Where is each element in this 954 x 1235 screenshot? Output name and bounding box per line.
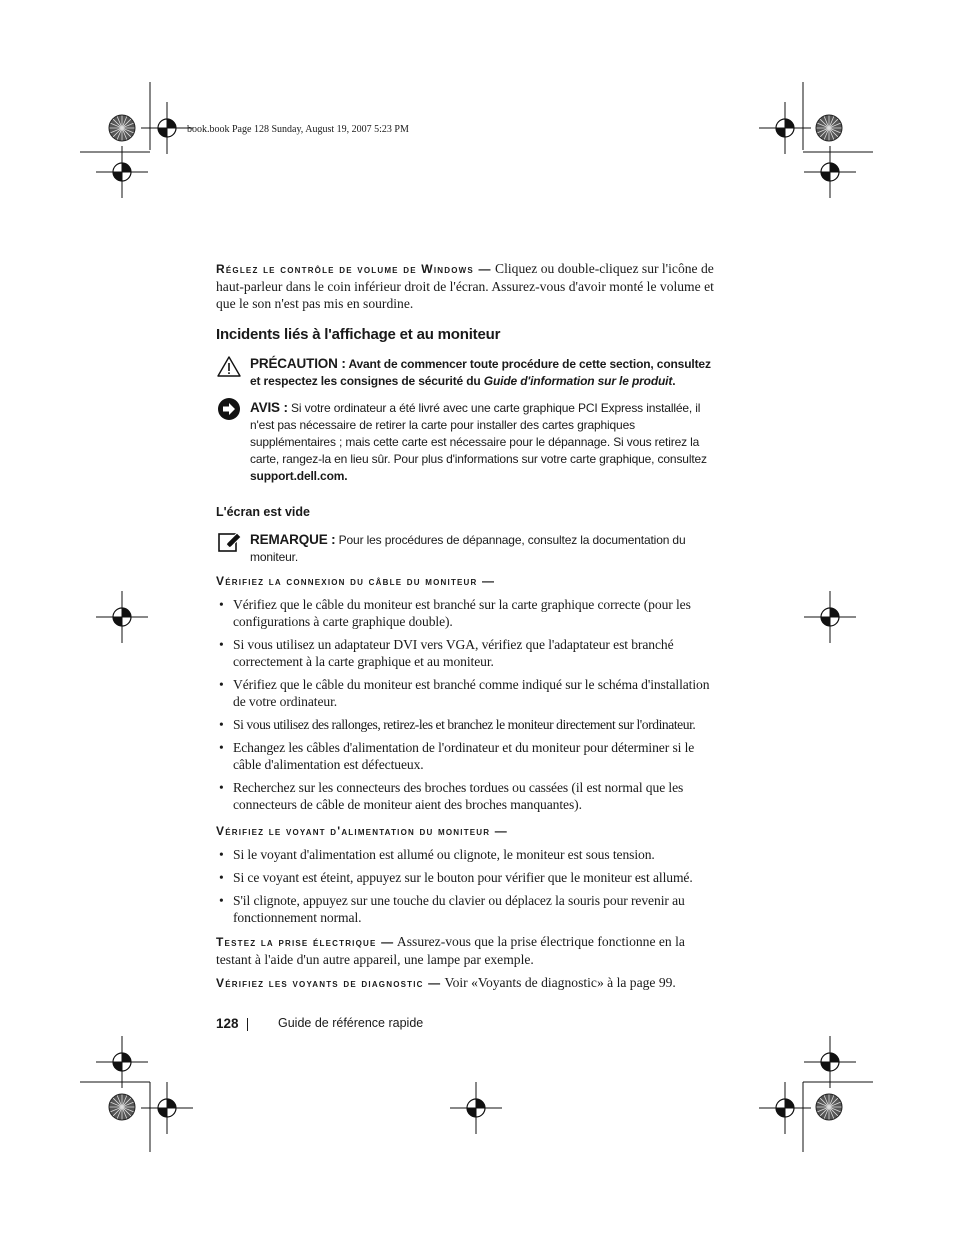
- check-cable-heading: Vérifiez la connexion du câble du moniteur —: [216, 574, 496, 588]
- list-item: • Echangez les câbles d'alimentation de l'ordinateur et du moniteur pour déterminer si le câble d'alimentation est défectueux.: [216, 739, 718, 773]
- note-label: REMARQUE :: [250, 532, 336, 547]
- note-block: [216, 531, 718, 567]
- list-item: • Si vous utilisez des rallonges, retirez-les et branchez le moniteur directement sur l'ordinateur.: [216, 716, 718, 733]
- list-item: • Recherchez sur les connecteurs des broches tordues ou cassées (il est normal que les connecteurs de câble de moniteur aient des broches manquantes).: [216, 779, 718, 813]
- caution-end: .: [672, 374, 676, 388]
- list-item: • Si vous utilisez un adaptateur DVI vers VGA, vérifiez que l'adaptateur est branché correctement à la carte graphique et au moniteur.: [216, 636, 718, 670]
- test-outlet-text: Assurez-vous que la prise électrique fonctionne en la testant à l'aide d'un autre appareil, une lampe par exemple.: [216, 934, 685, 967]
- caution-block: [216, 355, 718, 391]
- notice-label: AVIS :: [250, 400, 288, 415]
- check-diag-lead: Vérifiez les voyants de diagnostic —: [216, 976, 442, 990]
- check-light-heading: Vérifiez le voyant d'alimentation du moniteur —: [216, 824, 508, 838]
- check-light-list: [216, 846, 718, 932]
- check-diag-text: Voir «Voyants de diagnostic» à la page 99.: [441, 975, 676, 990]
- list-item: • Vérifiez que le câble du moniteur est branché comme indiqué sur le schéma d'installation de votre ordinateur.: [216, 676, 718, 710]
- pencil-note-icon: [216, 531, 242, 555]
- subsection-title: L'écran est vide: [216, 505, 310, 519]
- page-number: 128: [216, 1016, 239, 1031]
- list-item: • S'il clignote, appuyez sur une touche du clavier ou déplacez la souris pour revenir au fonctionnement normal.: [216, 892, 718, 926]
- footer-divider: [247, 1018, 248, 1031]
- check-cable-list: [216, 596, 718, 819]
- note-text: [250, 531, 718, 566]
- caution-body: Avant de commencer toute procédure de cette section, consultez et respectez les consignes de sécurité du: [250, 357, 711, 388]
- test-outlet-paragraph: [216, 933, 718, 968]
- test-outlet-lead: Testez la prise électrique —: [216, 935, 395, 949]
- running-head: book.book Page 128 Sunday, August 19, 2007 5:23 PM: [187, 124, 409, 135]
- caution-guide-title: Guide d'information sur le produit: [483, 374, 673, 388]
- caution-text: [250, 355, 718, 390]
- notice-body: Si votre ordinateur a été livré avec une carte graphique PCI Express installée, il n'est pas nécessaire de retirer la carte pour installer des cartes graphiques supplémentaires ; mais cette carte est nécessaire pour le dépannage. Si vous retirez la carte, rangez-la en lieu sûr. Pour plus d'informations sur votre carte graphique, consultez: [250, 401, 707, 466]
- volume-lead: Réglez le contrôle de volume de Windows —: [216, 262, 492, 276]
- note-body: Pour les procédures de dépannage, consultez la documentation du moniteur.: [250, 533, 686, 564]
- support-link[interactable]: support.dell.com.: [250, 469, 348, 483]
- footer-doc-title: Guide de référence rapide: [278, 1016, 424, 1030]
- list-item: • Si ce voyant est éteint, appuyez sur le bouton pour vérifier que le moniteur est allumé.: [216, 869, 718, 886]
- list-item: • Si le voyant d'alimentation est allumé ou clignote, le moniteur est sous tension.: [216, 846, 718, 863]
- caution-label: PRÉCAUTION :: [250, 356, 346, 371]
- notice-block: [216, 399, 718, 487]
- notice-text: [250, 399, 718, 485]
- list-item: • Vérifiez que le câble du moniteur est branché sur la carte graphique correcte (pour les configurations à carte graphique double).: [216, 596, 718, 630]
- notice-arrow-icon: [216, 397, 242, 421]
- warning-triangle-icon: [216, 355, 242, 379]
- volume-text: Cliquez ou double-cliquez sur l'icône de haut-parleur dans le coin inférieur droit de l'écran. Assurez-vous d'avoir monté le volume et que le son n'est pas mis en sourdine.: [216, 261, 714, 311]
- volume-paragraph: [216, 260, 718, 312]
- check-diag-paragraph: [216, 974, 718, 992]
- section-title: Incidents liés à l'affichage et au moniteur: [216, 326, 501, 343]
